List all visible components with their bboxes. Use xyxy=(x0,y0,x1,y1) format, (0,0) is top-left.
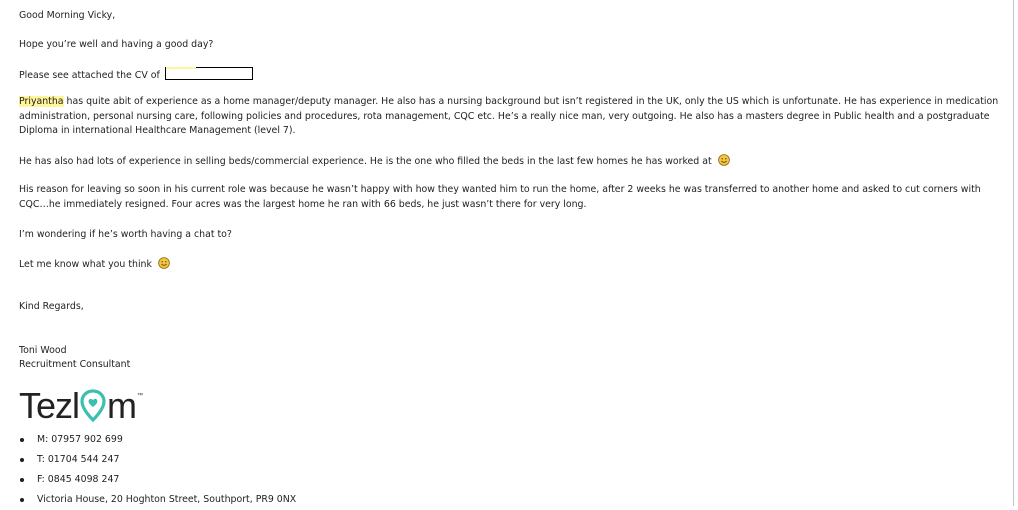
signature-name: Toni Wood xyxy=(19,345,67,356)
contact-list xyxy=(19,430,296,510)
smiley-face-icon xyxy=(718,154,730,166)
experience-paragraph xyxy=(19,95,1004,139)
greeting: Good Morning Vicky, xyxy=(19,10,116,21)
list-item xyxy=(19,490,296,510)
location-pin-heart-icon xyxy=(80,389,106,423)
window-edge-divider xyxy=(1013,0,1014,506)
sales-line xyxy=(19,154,730,169)
contact-address: Victoria House, 20 Hoghton Street, Southport, PR9 0NX xyxy=(37,494,297,505)
list-item xyxy=(19,430,296,450)
trademark-symbol: ™ xyxy=(137,393,144,399)
let-me-know-text: Let me know what you think xyxy=(19,259,152,270)
let-me-know-line xyxy=(19,257,170,272)
signoff: Kind Regards, xyxy=(19,301,84,312)
logo-text-start: Tezl xyxy=(19,385,80,426)
reason-paragraph: His reason for leaving so soon in his current role was because he wasn’t happy with how they wanted him to run the home, after 2 weeks he was transferred to another home and asked to cut corners with CQC…he immediately resigned. Four acres was the largest home he ran with 66 beds, he just wasn’t there for very long. xyxy=(19,184,981,210)
sales-text: He has also had lots of experience in selling beds/commercial experience. He is the one who filled the beds in the last few homes he has worked at xyxy=(19,156,712,167)
signature-title: Recruitment Consultant xyxy=(19,359,131,370)
cv-line xyxy=(19,67,253,83)
logo-text-end: m xyxy=(107,385,137,426)
experience-text: has quite abit of experience as a home manager/deputy manager. He also has a nursing background but isn’t registered in the UK, only the US which is unfortunate. He has experience in medication administration, personal nursing care, following policies and procedures, rota management, CQC etc. He’s a really nice man, very outgoing. He also has a masters degree in Public health and a postgraduate Diploma in international Healthcare Management (level 7). xyxy=(19,96,999,136)
contact-fax: F: 0845 4098 247 xyxy=(37,474,120,485)
cv-line-text: Please see attached the CV of xyxy=(19,70,160,81)
redacted-name-box xyxy=(165,67,253,80)
wondering-line: I’m wondering if he’s worth having a chat to? xyxy=(19,229,232,240)
smiley-face-icon xyxy=(158,257,170,269)
candidate-name-highlight: Priyantha xyxy=(19,96,64,107)
contact-mobile: M: 07957 902 699 xyxy=(37,434,123,445)
list-item xyxy=(19,450,296,470)
contact-telephone: T: 01704 544 247 xyxy=(37,454,120,465)
list-item xyxy=(19,470,296,490)
tezlom-logo xyxy=(19,385,144,426)
hope-line: Hope you’re well and having a good day? xyxy=(19,39,214,50)
